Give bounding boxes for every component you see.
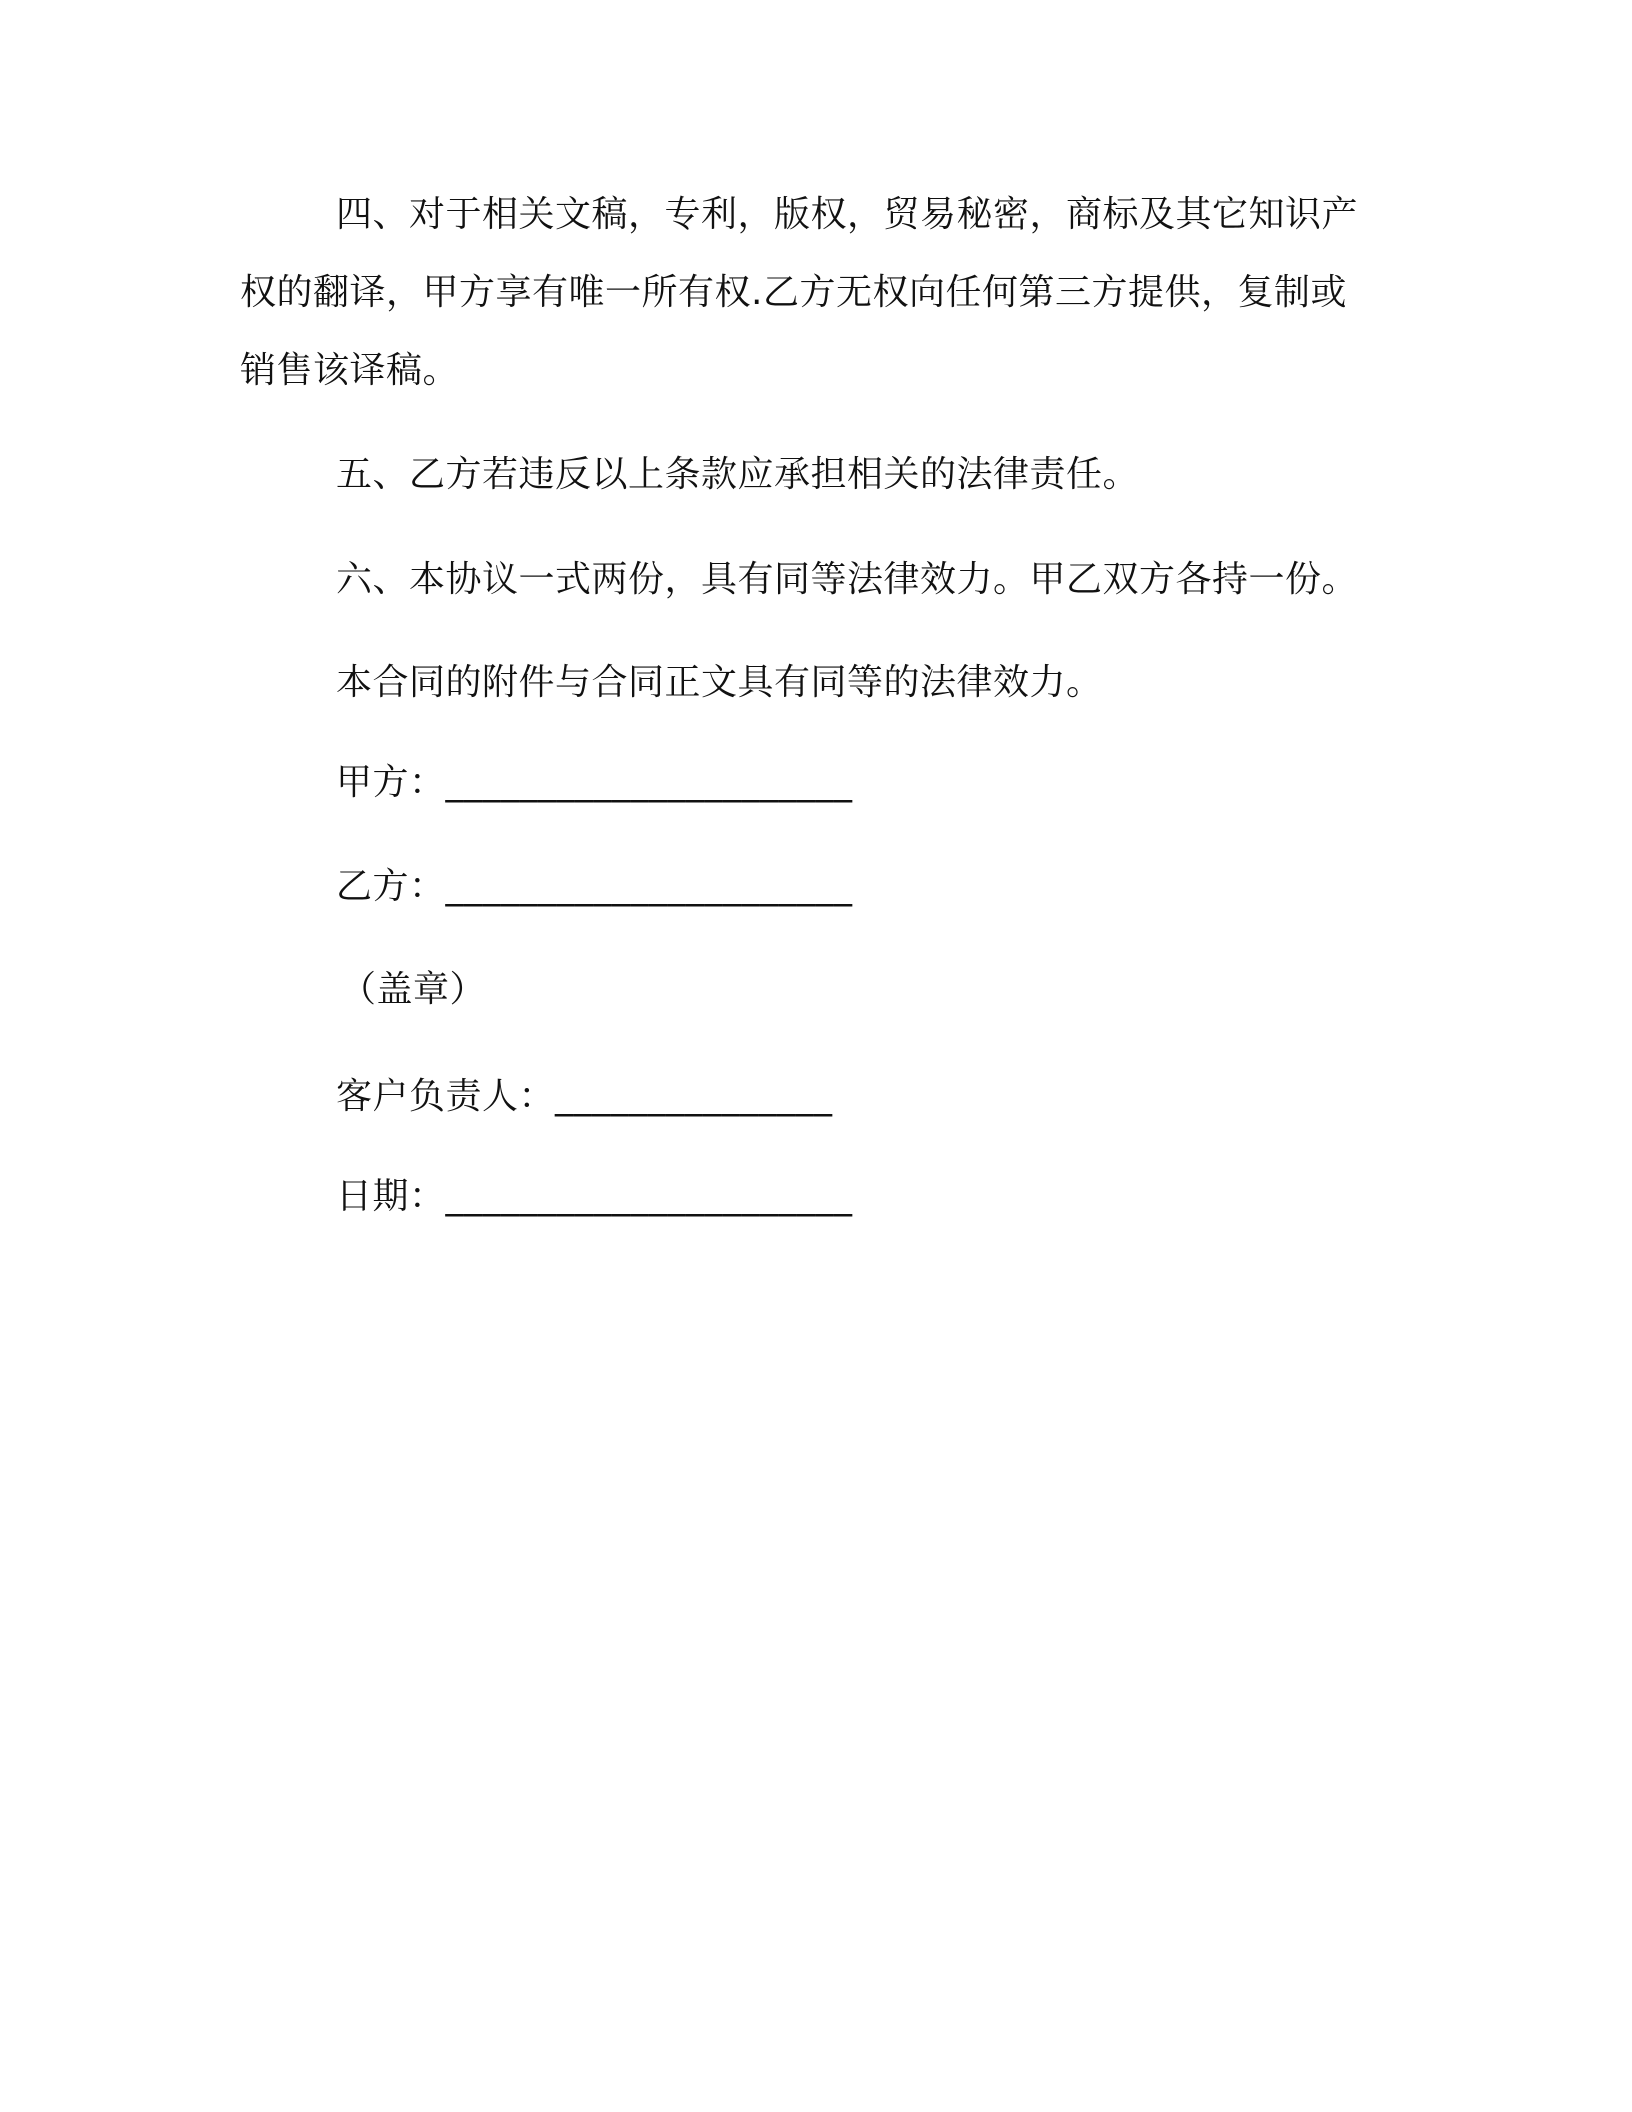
party-b-signature-line: 乙方：______________________ [336, 866, 853, 907]
party-a-signature-line: 甲方：______________________ [336, 762, 853, 803]
clause-five: 五、乙方若违反以上条款应承担相关的法律责任。 [336, 454, 1140, 495]
attachment-validity-clause: 本合同的附件与合同正文具有同等的法律效力。 [336, 662, 1103, 703]
clause-six: 六、本协议一式两份，具有同等法律效力。甲乙双方各持一份。 [336, 559, 1359, 600]
clause-four: 四、对于相关文稿，专利，版权，贸易秘密，商标及其它知识产权的翻译，甲方享有唯一所有权.乙方无权向任何第三方提供，复制或销售该译稿。 [240, 194, 1359, 391]
date-line: 日期：______________________ [336, 1176, 853, 1217]
seal-label: （盖章） [340, 969, 487, 1010]
client-representative-line: 客户负责人：_______________ [336, 1076, 833, 1117]
